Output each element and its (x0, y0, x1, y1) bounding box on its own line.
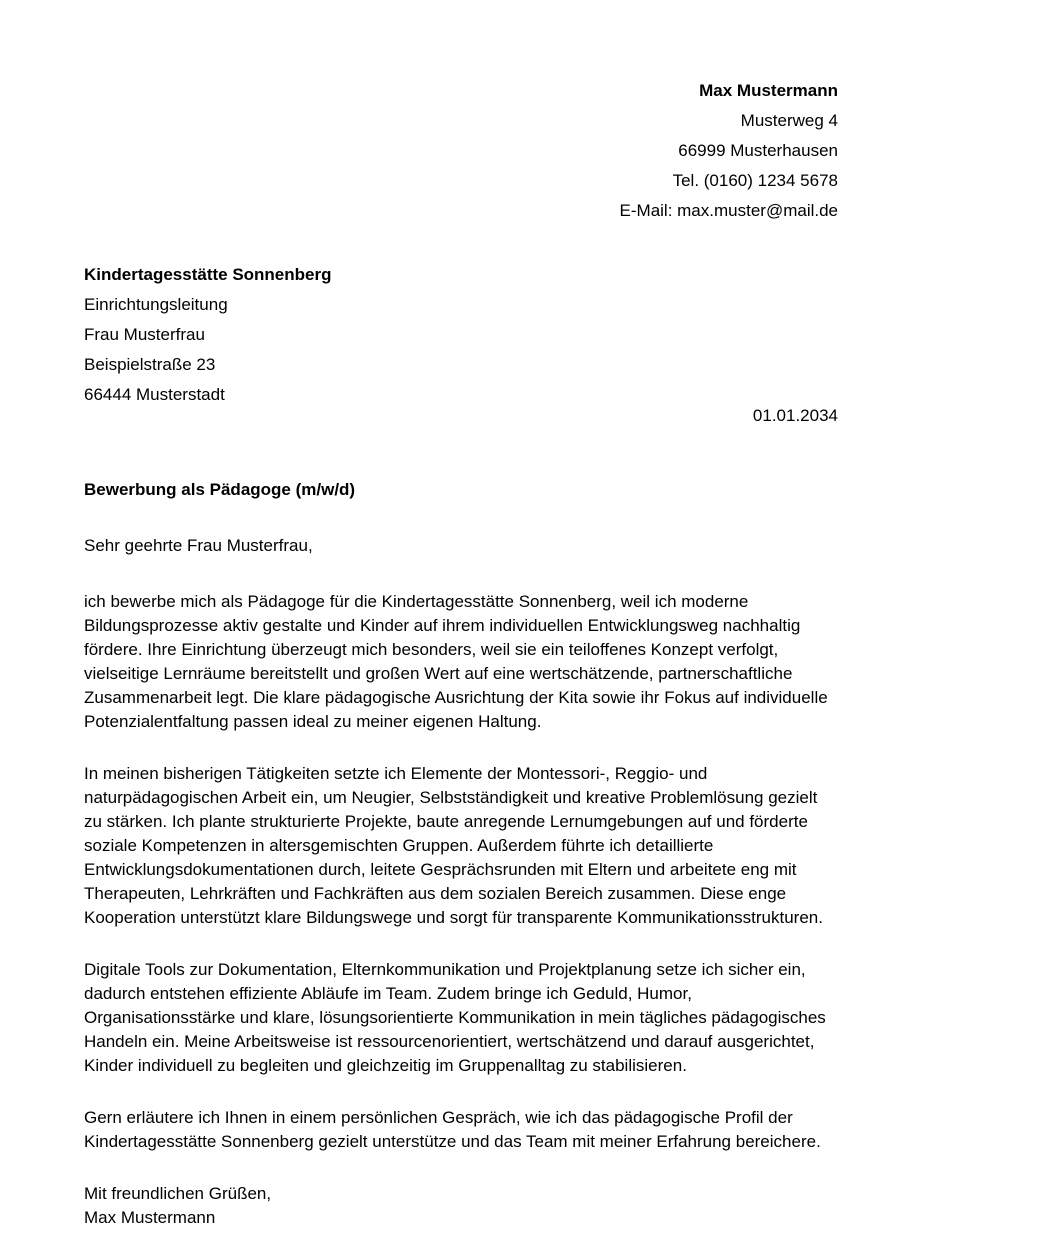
sender-phone: Tel. (0160) 1234 5678 (672, 171, 838, 190)
sender-email: E-Mail: max.muster@mail.de (619, 201, 838, 220)
letter-date: 01.01.2034 (752, 406, 838, 425)
letter-salutation: Sehr geehrte Frau Musterfrau, (84, 536, 313, 555)
letter-subject: Bewerbung als Pädagoge (m/w/d) (84, 480, 356, 499)
sender-street: Musterweg 4 (740, 111, 838, 130)
recipient-city: 66444 Musterstadt (84, 385, 225, 404)
letter-paragraph: Gern erläutere ich Ihnen in einem persönlichen Gespräch, wie ich das pädagogische Profil der Kindertagesstätte Sonnenberg gezielt unterstütze und das Team mit meiner Erfahrung bereichere. (84, 1108, 821, 1151)
letter-paragraph: Digitale Tools zur Dokumentation, Elternkommunikation und Projektplanung setze ich sicher ein, dadurch entstehen effiziente Abläufe im Team. Zudem bringe ich Geduld, Humor, Organisationsstärke und klare, lösungsorientierte Kommunikation in mein tägliches pädagogisches Handeln ein. Meine Arbeitsweise ist ressourcenorientiert, wertschätzend und darauf ausgerichtet, Kinder individuell zu begleiten und gleichzeitig im Gruppenalltag zu stabilisieren. (84, 960, 826, 1075)
sender-address-block (620, 76, 838, 226)
letter-paragraph: In meinen bisherigen Tätigkeiten setzte ich Elemente der Montessori-, Reggio- und naturpädagogischen Arbeit ein, um Neugier, Selbstständigkeit und kreative Problemlösung gezielt zu stärken. Ich plante strukturierte Projekte, baute anregende Lernumgebungen auf und förderte soziale Kompetenzen in altersgemischten Gruppen. Außerdem führte ich detaillierte Entwicklungsdokumentationen durch, leitete Gesprächsrunden mit Eltern und arbeitete eng mit Therapeuten, Lehrkräften und Fachkräften aus dem sozialen Bereich zusammen. Diese enge Kooperation unterstützt klare Bildungswege und sorgt für transparente Kommunikationsstrukturen. (84, 764, 823, 927)
sender-name: Max Mustermann (699, 81, 838, 100)
recipient-street: Beispielstraße 23 (84, 355, 216, 374)
closing-phrase: Mit freundlichen Grüßen, (84, 1184, 272, 1203)
letter-body (84, 478, 840, 1230)
recipient-department: Einrichtungsleitung (84, 295, 228, 314)
letter-closing-block (84, 1182, 840, 1230)
signature-name: Max Mustermann (84, 1208, 216, 1227)
recipient-address-block (84, 260, 332, 410)
sender-city: 66999 Musterhausen (678, 141, 838, 160)
letter-paragraph: ich bewerbe mich als Pädagoge für die Kindertagesstätte Sonnenberg, weil ich moderne Bildungsprozesse aktiv gestalte und Kinder auf ihrem individuellen Entwicklungsweg nachhaltig fördere. Ihre Einrichtung überzeugt mich besonders, weil sie ein teiloffenes Konzept verfolgt, vielseitige Lernräume bereitstellt und großen Wert auf eine wertschätzende, partnerschaftliche Zusammenarbeit legt. Die klare pädagogische Ausrichtung der Kita sowie ihr Fokus auf individuelle Potenzialentfaltung passen ideal zu meiner eigenen Haltung. (84, 592, 828, 731)
recipient-organization: Kindertagesstätte Sonnenberg (84, 265, 332, 284)
recipient-contact-person: Frau Musterfrau (84, 325, 205, 344)
